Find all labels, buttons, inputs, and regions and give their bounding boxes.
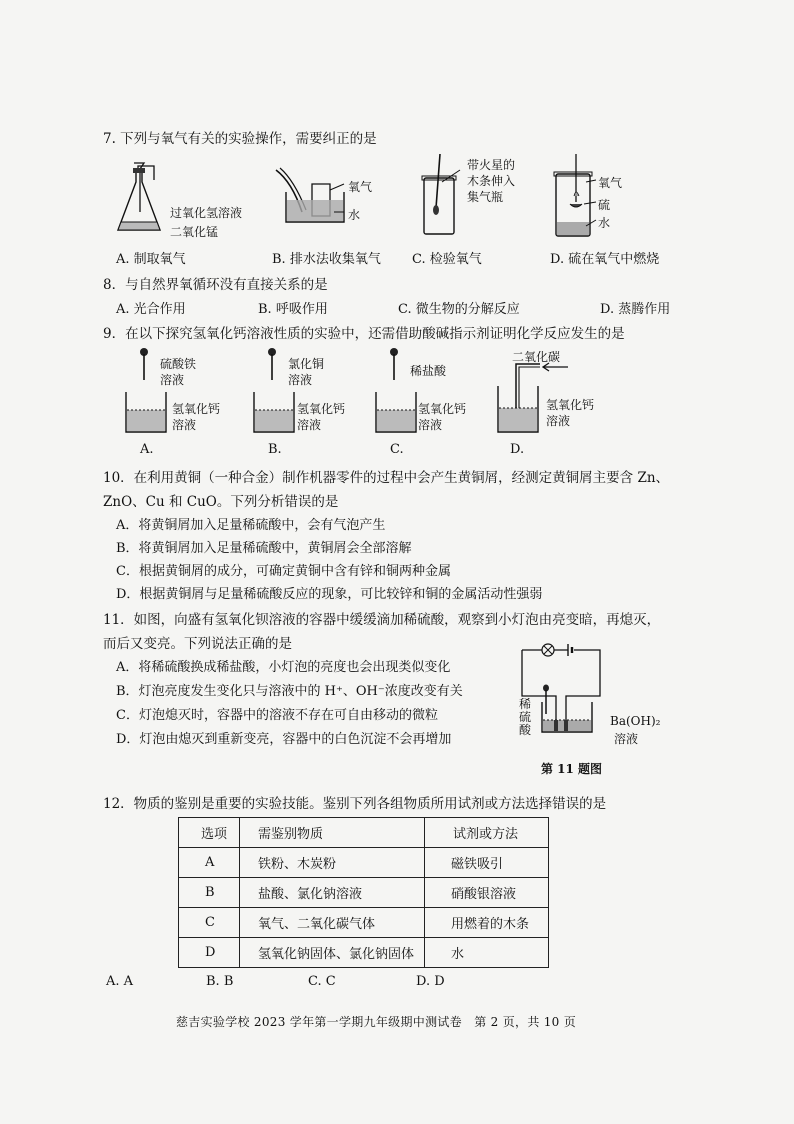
q9-fig-b-top-1: 氯化铜: [288, 357, 325, 371]
q7-fig-d-label-1: 氧气: [598, 176, 623, 190]
q11-fig-acid-label-2: 硫: [519, 710, 532, 724]
q10-option-a: A．将黄铜屑加入足量稀硫酸中，会有气泡产生: [116, 518, 386, 533]
cell-substances: 铁粉、木炭粉: [240, 848, 425, 878]
q8-option-a: A. 光合作用: [116, 302, 186, 317]
q9-fig-a-top-2: 溶液: [160, 373, 185, 387]
q7-option-a: A. 制取氧气: [116, 252, 186, 267]
cell-option: A: [179, 848, 240, 878]
arrow-left-icon: [540, 362, 570, 372]
q11-option-d: D．灯泡由熄灭到重新变亮，容器中的白色沉淀不会再增加: [116, 732, 452, 747]
q11-fig-solution-label-2: 溶液: [614, 732, 639, 746]
q9-fig-a-top-1: 硫酸铁: [160, 357, 197, 371]
q10-stem-line-2: ZnO、Cu 和 CuO。下列分析错误的是: [103, 494, 339, 510]
cell-substances: 氢氧化钠固体、氯化钠固体: [240, 938, 425, 968]
q9-fig-c-side-2: 溶液: [418, 418, 443, 432]
q7-fig-c-label-3: 集气瓶: [467, 190, 504, 204]
q10-stem-line-1: 10．在利用黄铜（一种合金）制作机器零件的过程中会产生黄铜屑，经测定黄铜屑主要含 Zn、: [103, 470, 670, 486]
q7-fig-a-label-2: 二氧化锰: [170, 225, 219, 239]
q8-option-c: C. 微生物的分解反应: [398, 302, 520, 317]
q7-option-b: B. 排水法收集氧气: [272, 252, 381, 267]
table-row: [179, 848, 549, 878]
q8-stem: 8．与自然界氧循环没有直接关系的是: [103, 277, 328, 293]
q10-option-d: D．根据黄铜屑与足量稀硫酸反应的现象，可比较锌和铜的金属活动性强弱: [116, 587, 543, 602]
table-row: [179, 938, 549, 968]
q7-fig-d-label-2: 硫: [598, 198, 611, 212]
cell-method: 用燃着的木条: [425, 908, 549, 938]
q12-answer-d: D. D: [416, 974, 445, 989]
q9-fig-b-letter: B.: [268, 442, 282, 457]
q12-table: [178, 817, 549, 968]
q8-option-b: B. 呼吸作用: [258, 302, 328, 317]
table-row: [179, 878, 549, 908]
cell-substances: 氧气、二氧化碳气体: [240, 908, 425, 938]
q7-fig-c-label-2: 木条伸入: [467, 174, 516, 188]
q10-option-b: B．将黄铜屑加入足量稀硫酸中，黄铜屑会全部溶解: [116, 541, 412, 556]
q11-fig-caption: 第 11 题图: [541, 762, 603, 776]
cell-method: 磁铁吸引: [425, 848, 549, 878]
cell-substances: 盐酸、氯化钠溶液: [240, 878, 425, 908]
page-footer: 慈吉实验学校 2023 学年第一学期九年级期中测试卷 第 2 页，共 10 页: [176, 1015, 577, 1029]
q9-fig-c-letter: C.: [390, 442, 404, 457]
q12-answer-a: A. A: [106, 974, 134, 989]
q9-fig-a-side-2: 溶液: [172, 418, 197, 432]
q9-fig-d-side-1: 氢氧化钙: [546, 398, 595, 412]
cell-method: 水: [425, 938, 549, 968]
q7-fig-b-water-trough-illustration: [272, 162, 352, 232]
q12-answer-b: B. B: [206, 974, 234, 989]
q9-fig-a-letter: A.: [140, 442, 154, 457]
q12-answer-c: C. C: [308, 974, 336, 989]
q7-fig-b-label-1: 氧气: [348, 180, 373, 194]
q7-fig-b-label-2: 水: [348, 208, 361, 222]
q9-fig-a-side-1: 氢氧化钙: [172, 402, 221, 416]
q7-fig-a-label-1: 过氧化氢溶液: [170, 206, 243, 220]
q9-fig-c-top-1: 稀盐酸: [410, 364, 447, 378]
q7-fig-d-label-3: 水: [598, 216, 611, 230]
q11-stem-line-2: 而后又变亮。下列说法正确的是: [103, 636, 292, 652]
q9-stem: 9．在以下探究氢氧化钙溶液性质的实验中，还需借助酸碱指示剂证明化学反应发生的是: [103, 326, 625, 342]
cell-option: C: [179, 908, 240, 938]
q7-option-d: D. 硫在氧气中燃烧: [550, 252, 660, 267]
q9-fig-c-side-1: 氢氧化钙: [418, 402, 467, 416]
q11-stem-line-1: 11．如图，向盛有氢氧化钡溶液的容器中缓缓滴加稀硫酸，观察到小灯泡由亮变暗，再熄灭，: [103, 612, 661, 628]
q9-fig-b-side-2: 溶液: [297, 418, 322, 432]
q9-fig-d-side-2: 溶液: [546, 414, 571, 428]
cell-option: D: [179, 938, 240, 968]
q8-option-d: D. 蒸腾作用: [600, 302, 671, 317]
q11-option-c: C．灯泡熄灭时，容器中的溶液不存在可自由移动的微粒: [116, 708, 438, 723]
q7-stem: 7. 下列与氧气有关的实验操作，需要纠正的是: [103, 131, 377, 147]
q11-fig-acid-label-3: 酸: [519, 723, 532, 737]
header-method: 试剂或方法: [425, 818, 549, 848]
table-header-row: [179, 818, 549, 848]
q9-fig-d-letter: D.: [510, 442, 525, 457]
q7-fig-c-label-1: 带火星的: [467, 158, 516, 172]
q12-stem: 12．物质的鉴别是重要的实验技能。鉴别下列各组物质所用试剂或方法选择错误的是: [103, 796, 607, 812]
header-substances: 需鉴别物质: [240, 818, 425, 848]
q9-fig-b-top-2: 溶液: [288, 373, 313, 387]
q7-option-c: C. 检验氧气: [412, 252, 482, 267]
cell-option: B: [179, 878, 240, 908]
cell-method: 硝酸银溶液: [425, 878, 549, 908]
q11-fig-acid-label-1: 稀: [519, 697, 532, 711]
q9-fig-b-side-1: 氢氧化钙: [297, 402, 346, 416]
header-option: 选项: [179, 818, 240, 848]
q10-option-c: C．根据黄铜屑的成分，可确定黄铜中含有锌和铜两种金属: [116, 564, 451, 579]
q11-fig-solution-label-1: Ba(OH)₂: [610, 714, 661, 728]
q11-option-a: A．将稀硫酸换成稀盐酸，小灯泡的亮度也会出现类似变化: [116, 660, 451, 675]
q9-fig-d-top-1: 二氧化碳: [512, 350, 561, 364]
table-row: [179, 908, 549, 938]
q11-option-b: B．灯泡亮度发生变化只与溶液中的 H⁺、OH⁻浓度改变有关: [116, 684, 463, 699]
